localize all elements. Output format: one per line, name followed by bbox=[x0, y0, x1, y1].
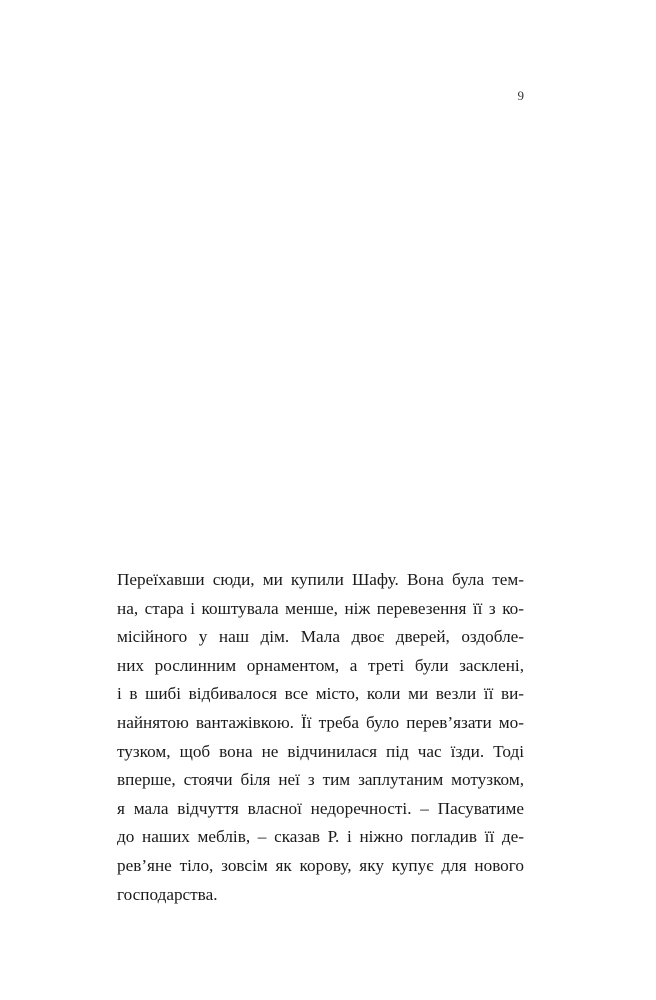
page-number: 9 bbox=[517, 88, 524, 103]
text-line: господарства. bbox=[117, 884, 218, 904]
text-line: Переїхавши сюди, ми купили Шафу. Вона була тем- bbox=[117, 570, 524, 589]
text-line: тузком, щоб вона не відчинилася під час їзди. Тоді bbox=[117, 741, 524, 761]
text-line: рев’яне тіло, зовсім як корову, яку купує для нового bbox=[117, 855, 524, 875]
text-line: найнятою вантажівкою. Її треба було перев’язати мо- bbox=[117, 712, 524, 732]
text-line: до наших меблів, – сказав Р. і ніжно погладив її де- bbox=[117, 827, 524, 847]
text-line: місійного у наш дім. Мала двоє дверей, оздобле- bbox=[117, 627, 524, 647]
text-line: них рослинним орнаментом, а треті були засклені, bbox=[117, 655, 524, 675]
text-line: і в шибі відбивалося все місто, коли ми везли її ви- bbox=[117, 684, 524, 704]
text-line: я мала відчуття власної недоречності. – Пасуватиме bbox=[117, 798, 524, 818]
body-paragraph bbox=[117, 566, 524, 909]
text-line: вперше, стоячи біля неї з тим заплутаним мотузком, bbox=[117, 770, 524, 790]
text-line: на, стара і коштувала менше, ніж перевезення її з ко- bbox=[117, 598, 524, 618]
